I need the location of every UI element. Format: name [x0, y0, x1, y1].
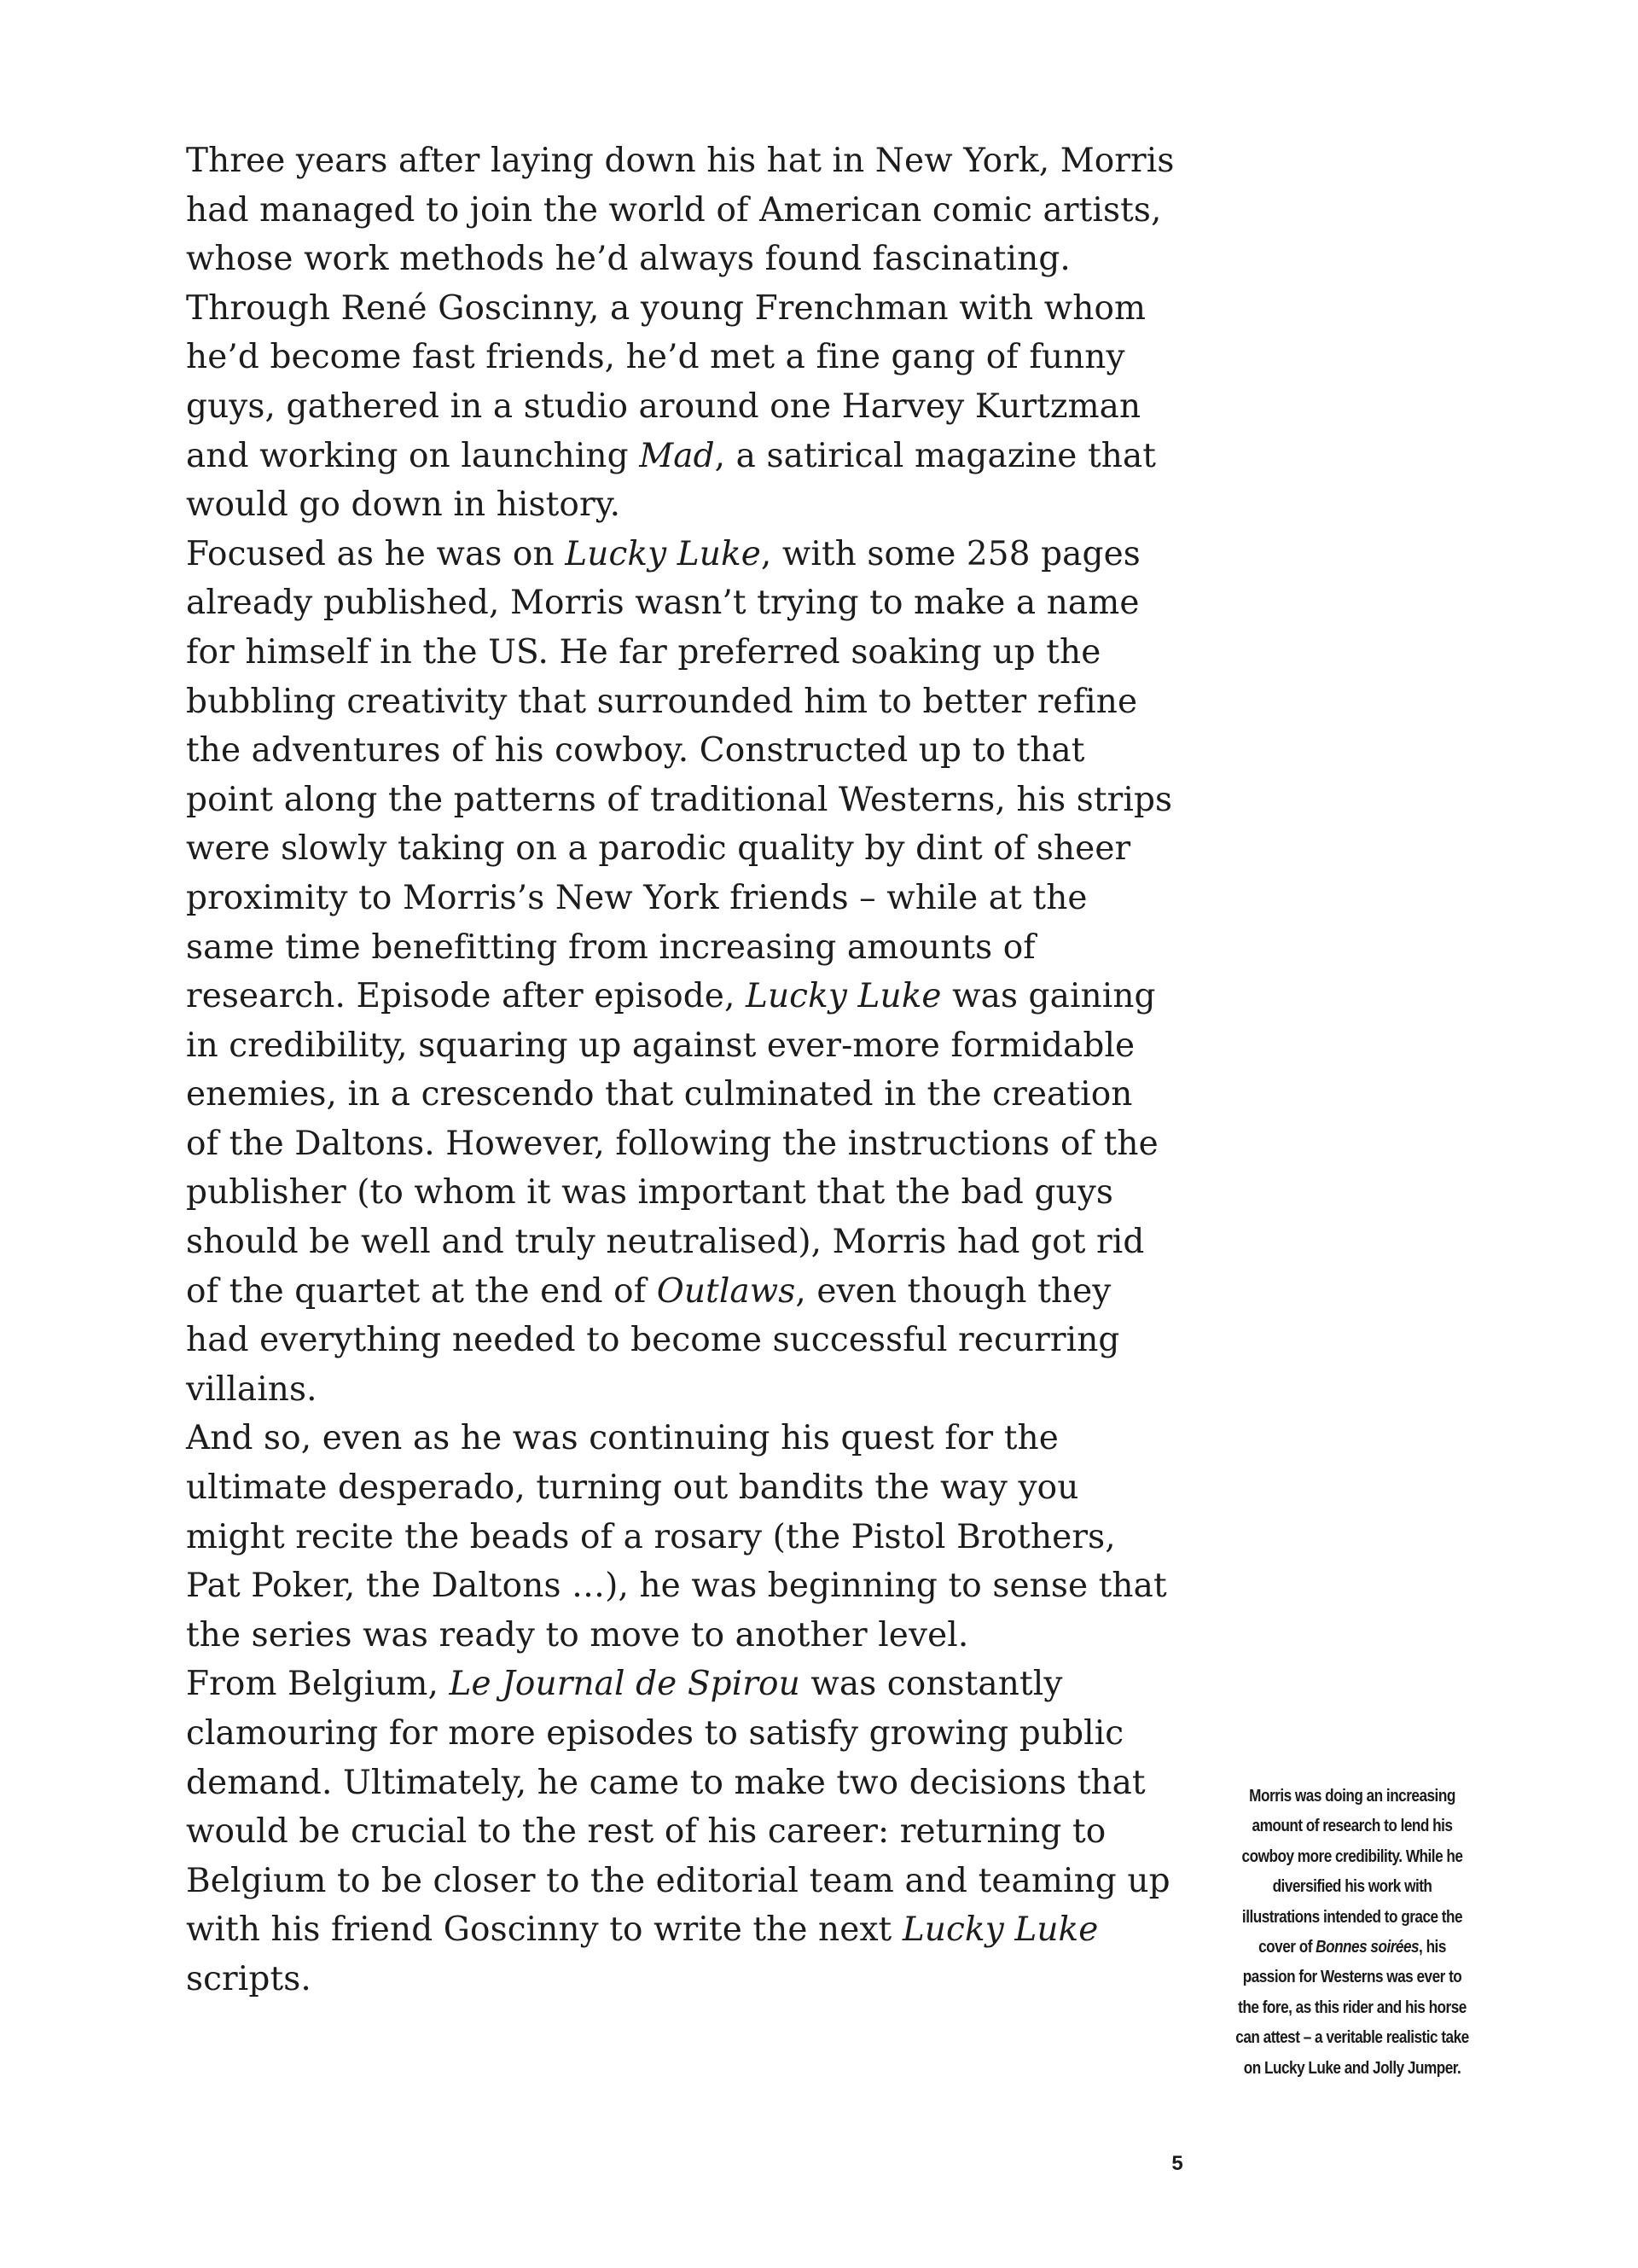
mad-magazine-title: Mad	[639, 436, 715, 475]
paragraph-2-text-mid: , with some 258 pages already published, Morris wasn’t trying to make a name for himself in the US. He far preferred soaking up the bubbling creativity that surrounded him to better refine the adventures of his cowboy. Constructed up to that point along the patterns of traditional Westerns, his strips were slowly taking on a parodic quality by dint of sheer proximity to Morris’s New York friends – while at the same time benefitting from increasing amounts of research. Episode after episode,	[186, 534, 1173, 1016]
paragraph-4	[186, 1660, 1176, 2003]
paragraph-3	[186, 1414, 1176, 1660]
caption-text-end: , his passion for Westerns was ever to the fore, as this rider and his horse can attest – a veritable realistic take on Lucky Luke and Jolly Jumper.	[1235, 1938, 1469, 2078]
paragraph-2	[186, 530, 1176, 1415]
paragraph-2-text-end: , even though they had everything needed to become successful recurring villains.	[186, 1271, 1120, 1409]
paragraph-4-text-mid: was constantly clamouring for more episodes to satisfy growing public demand. Ultimately, he came to make two decisions that would be crucial to the rest of his career: returning to Belgium to be closer to the editorial team and teaming up with his friend Goscinny to write the next	[186, 1665, 1170, 1950]
paragraph-4-text-end: scripts.	[186, 1959, 311, 1998]
paragraph-1-text: Three years after laying down his hat in New York, Morris had managed to join the world of American comic artists, whose work methods he’d always found fascinating. Through René Goscinny, a young Frenchman with whom he’d become fast friends, he’d met a fine gang of funny guys, gathered in a studio around one Harvey Kurtzman and working on launching	[186, 142, 1175, 475]
paragraph-2-text: Focused as he was on	[186, 534, 566, 573]
lucky-luke-title: Lucky Luke	[565, 534, 761, 573]
journal-de-spirou-title: Le Journal de Spirou	[449, 1665, 800, 1704]
lucky-luke-title: Lucky Luke	[745, 977, 942, 1016]
paragraph-4-text: From Belgium,	[186, 1665, 450, 1704]
paragraph-3-text: And so, even as he was continuing his quest for the ultimate desperado, turning out bandits the way you might recite the beads of a rosary (the Pistol Brothers, Pat Poker, the Daltons …), he was beginning to sense that the series was ready to move to another level.	[186, 1419, 1167, 1654]
bonnes-soirees-title: Bonnes soirées	[1316, 1938, 1420, 1957]
page-number: 5	[1171, 2152, 1183, 2175]
image-caption	[1233, 1782, 1472, 2084]
lucky-luke-title: Lucky Luke	[902, 1910, 1099, 1950]
paragraph-1-text-end: , a satirical magazine that would go down in history.	[186, 436, 1157, 525]
outlaws-title: Outlaws	[656, 1271, 796, 1311]
paragraph-2-text-mid: was gaining in credibility, squaring up against ever-more formidable enemies, in a crescendo that culminated in the creation of the Daltons. However, following the instructions of the publisher (to whom it was important that the bad guys should be well and truly neutralised), Morris had got rid of the quartet at the end of	[186, 977, 1159, 1311]
caption-text: Morris was doing an increasing amount of research to lend his cowboy more credibility. While he diversified his work with illustrations intended to grace the cover of	[1241, 1787, 1463, 1957]
main-body-text	[186, 137, 1176, 2004]
paragraph-1	[186, 137, 1176, 530]
